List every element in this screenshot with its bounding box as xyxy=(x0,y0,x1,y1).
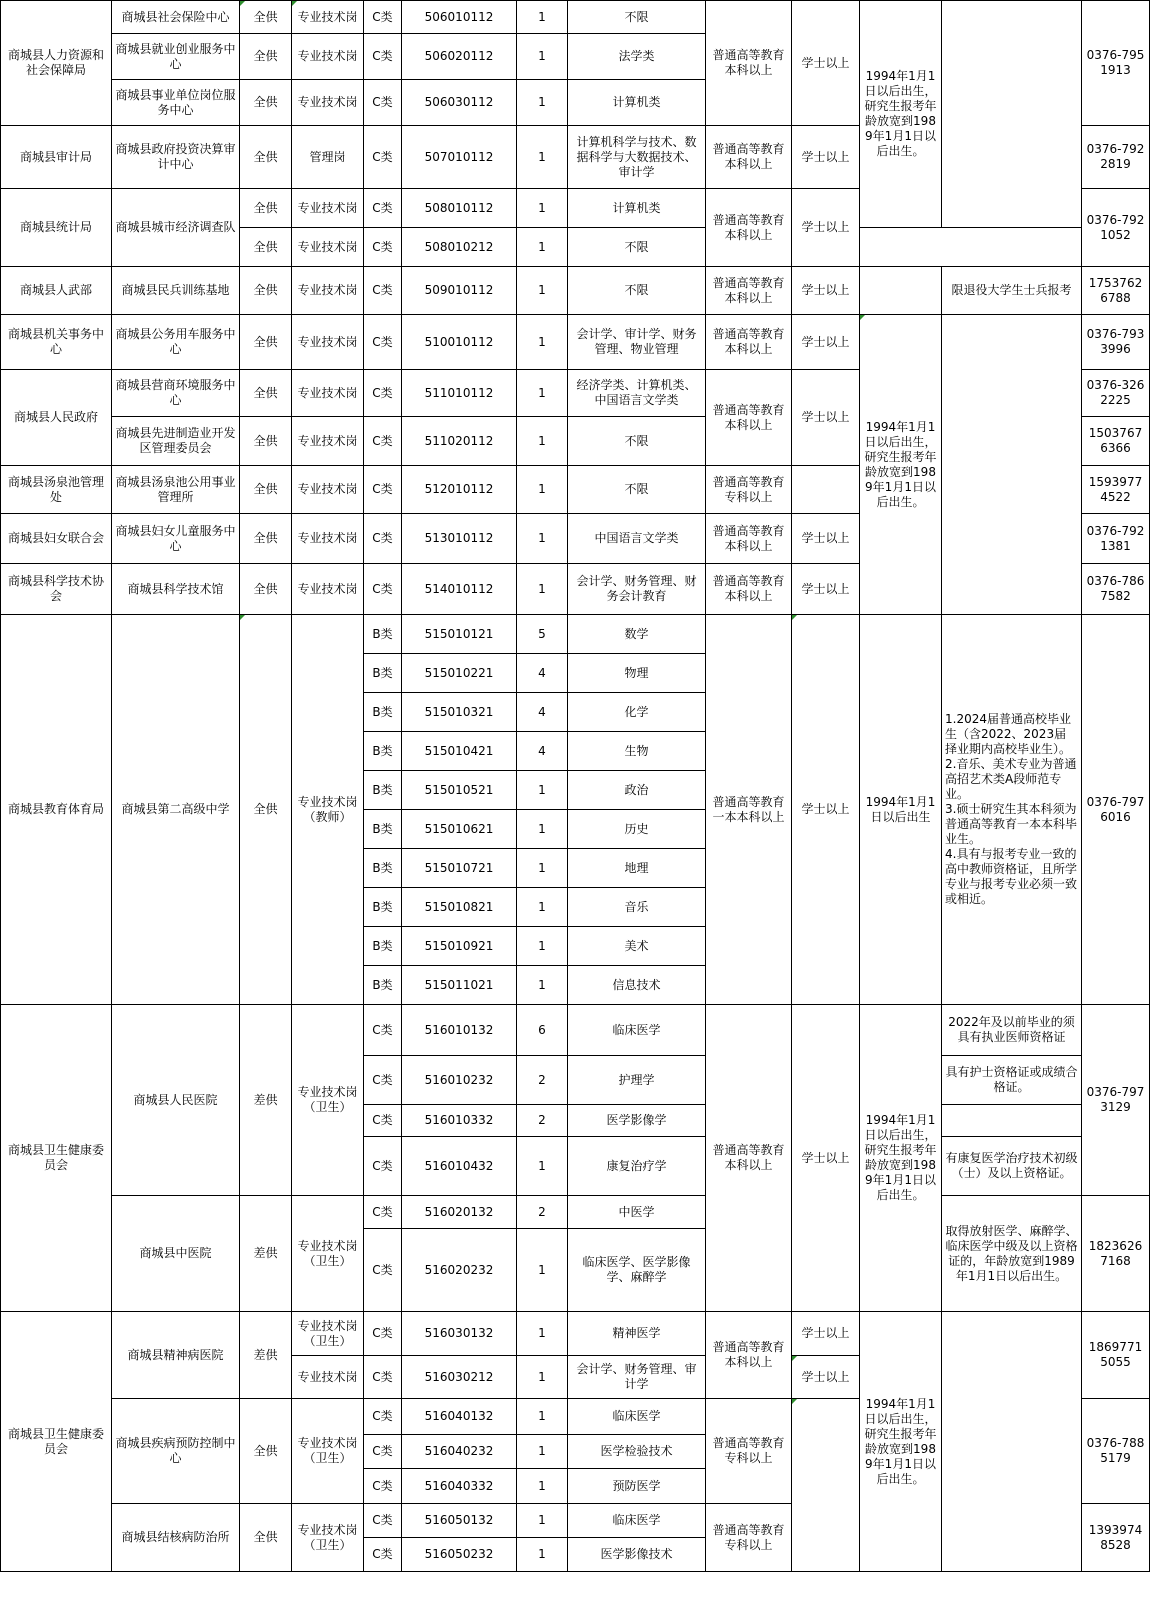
table-cell: 全供 xyxy=(240,1504,292,1572)
table-cell xyxy=(942,1105,1082,1137)
table-cell: C类 xyxy=(364,34,402,80)
table-cell: 0376-7922819 xyxy=(1082,126,1150,189)
table-cell: 1 xyxy=(517,466,568,514)
table-cell: 专业技术岗 xyxy=(292,80,364,126)
table-cell: 18236267168 xyxy=(1082,1196,1150,1312)
table-cell: 管理岗 xyxy=(292,126,364,189)
table-cell: 学士以上 xyxy=(792,1,860,126)
table-row xyxy=(1,315,1150,370)
table-cell: C类 xyxy=(364,80,402,126)
table-cell: 4 xyxy=(517,693,568,732)
table-cell: 506020112 xyxy=(402,34,517,80)
table-cell: 学士以上 xyxy=(792,189,860,267)
table-cell: 专业技术岗 xyxy=(292,189,364,228)
table-cell: C类 xyxy=(364,370,402,417)
table-cell: 商城县民兵训练基地 xyxy=(112,267,240,315)
table-cell: 医学影像学 xyxy=(568,1105,706,1137)
table-cell: 会计学、财务管理、审计学 xyxy=(568,1356,706,1399)
table-cell: 17537626788 xyxy=(1082,267,1150,315)
table-cell: 学士以上 xyxy=(792,615,860,1005)
table-cell: 13939748528 xyxy=(1082,1504,1150,1572)
table-cell: 专业技术岗（卫生） xyxy=(292,1399,364,1504)
table-cell: 1 xyxy=(517,810,568,849)
table-cell: C类 xyxy=(364,1435,402,1469)
table-cell: 学士以上 xyxy=(792,1356,860,1399)
table-cell: 专业技术岗（卫生） xyxy=(292,1005,364,1196)
table-cell: 商城县卫生健康委员会 xyxy=(1,1312,112,1572)
table-cell: B类 xyxy=(364,810,402,849)
table-cell: 18697715055 xyxy=(1082,1312,1150,1399)
table-row xyxy=(1,1005,1150,1056)
table-cell: 1 xyxy=(517,267,568,315)
table-cell: 1 xyxy=(517,126,568,189)
table-cell: 商城县妇女儿童服务中心 xyxy=(112,514,240,564)
table-cell: 1994年1月1日以后出生 xyxy=(860,615,942,1005)
table-cell: 差供 xyxy=(240,1312,292,1399)
table-cell: 商城县社会保险中心 xyxy=(112,1,240,34)
table-cell: C类 xyxy=(364,1312,402,1356)
table-cell: 专业技术岗 xyxy=(292,417,364,466)
table-cell xyxy=(942,315,1082,615)
table-cell: 普通高等教育本科以上 xyxy=(706,1,792,126)
table-cell: 护理学 xyxy=(568,1056,706,1105)
table-cell: 专业技术岗 xyxy=(292,370,364,417)
table-cell: 普通高等教育本科以上 xyxy=(706,370,792,466)
table-cell: 512010112 xyxy=(402,466,517,514)
table-cell: 计算机类 xyxy=(568,189,706,228)
table-cell: 1 xyxy=(517,849,568,888)
table-cell: 商城县汤泉池管理处 xyxy=(1,466,112,514)
table-cell: 限退役大学生士兵报考 xyxy=(942,267,1082,315)
table-cell: C类 xyxy=(364,514,402,564)
table-cell: C类 xyxy=(364,1105,402,1137)
table-cell: 1994年1月1日以后出生，研究生报考年龄放宽到1989年1月1日以后出生。 xyxy=(860,315,942,615)
table-cell: 商城县就业创业服务中心 xyxy=(112,34,240,80)
table-cell: 全供 xyxy=(240,1,292,34)
table-cell: 2022年及以前毕业的须具有执业医师资格证 xyxy=(942,1005,1082,1056)
table-cell: C类 xyxy=(364,1005,402,1056)
table-cell: 515010421 xyxy=(402,732,517,771)
table-cell: 6 xyxy=(517,1005,568,1056)
table-cell: C类 xyxy=(364,564,402,615)
table-cell: 普通高等教育本科以上 xyxy=(706,1005,792,1312)
table-cell: 1 xyxy=(517,564,568,615)
table-cell: 专业技术岗 xyxy=(292,267,364,315)
table-cell: 15037676366 xyxy=(1082,417,1150,466)
table-cell: 商城县事业单位岗位服务中心 xyxy=(112,80,240,126)
table-cell: 专业技术岗（教师） xyxy=(292,615,364,1005)
table-cell: 会计学、财务管理、财务会计教育 xyxy=(568,564,706,615)
table-cell: 专业技术岗 xyxy=(292,564,364,615)
table-cell: B类 xyxy=(364,771,402,810)
table-cell: 1 xyxy=(517,189,568,228)
table-cell: 0376-7973129 xyxy=(1082,1005,1150,1196)
table-cell: 1 xyxy=(517,1504,568,1538)
table-cell: 1 xyxy=(517,1356,568,1399)
table-cell: 全供 xyxy=(240,228,292,267)
table-cell: 普通高等教育本科以上 xyxy=(706,267,792,315)
table-cell: 差供 xyxy=(240,1005,292,1196)
table-cell: 1 xyxy=(517,1312,568,1356)
table-cell: C类 xyxy=(364,267,402,315)
table-cell: C类 xyxy=(364,189,402,228)
table-cell: 不限 xyxy=(568,417,706,466)
table-cell: 临床医学 xyxy=(568,1399,706,1435)
table-cell: 1 xyxy=(517,1,568,34)
table-cell: B类 xyxy=(364,693,402,732)
table-cell: 0376-7921381 xyxy=(1082,514,1150,564)
table-cell: 康复治疗学 xyxy=(568,1137,706,1196)
table-cell: 515010321 xyxy=(402,693,517,732)
table-cell: 商城县汤泉池公用事业管理所 xyxy=(112,466,240,514)
table-cell: 1994年1月1日以后出生，研究生报考年龄放宽到1989年1月1日以后出生。 xyxy=(860,1,942,228)
table-cell: 514010112 xyxy=(402,564,517,615)
table-cell xyxy=(792,466,860,514)
table-cell: 1 xyxy=(517,888,568,927)
table-cell: 2 xyxy=(517,1056,568,1105)
table-cell: 商城县卫生健康委员会 xyxy=(1,1005,112,1312)
table-cell: 物理 xyxy=(568,654,706,693)
table-cell: 学士以上 xyxy=(792,267,860,315)
table-cell: 不限 xyxy=(568,466,706,514)
table-cell: 516040132 xyxy=(402,1399,517,1435)
table-cell: 1 xyxy=(517,1399,568,1435)
table-cell: 经济学类、计算机类、中国语言文学类 xyxy=(568,370,706,417)
table-cell: 不限 xyxy=(568,267,706,315)
table-cell: 商城县第二高级中学 xyxy=(112,615,240,1005)
table-cell: 515010821 xyxy=(402,888,517,927)
table-cell: 4 xyxy=(517,654,568,693)
table-cell: 1994年1月1日以后出生，研究生报考年龄放宽到1989年1月1日以后出生。 xyxy=(860,1312,942,1572)
table-cell: 1 xyxy=(517,771,568,810)
table-cell: 1 xyxy=(517,927,568,966)
table-cell: 专业技术岗 xyxy=(292,315,364,370)
table-cell: 全供 xyxy=(240,315,292,370)
table-cell: 化学 xyxy=(568,693,706,732)
table-cell: 普通高等教育专科以上 xyxy=(706,1504,792,1572)
table-cell: 全供 xyxy=(240,189,292,228)
table-cell: 生物 xyxy=(568,732,706,771)
table-cell: 计算机类 xyxy=(568,80,706,126)
table-cell: 1 xyxy=(517,1469,568,1504)
table-cell: 1 xyxy=(517,417,568,466)
table-cell: 516050232 xyxy=(402,1538,517,1572)
table-cell: 511020112 xyxy=(402,417,517,466)
table-cell: 医学检验技术 xyxy=(568,1435,706,1469)
table-cell: 商城县城市经济调查队 xyxy=(112,189,240,267)
table-cell: C类 xyxy=(364,1229,402,1312)
table-cell: 学士以上 xyxy=(792,514,860,564)
table-cell: 0376-7951913 xyxy=(1082,1,1150,126)
table-cell: 全供 xyxy=(240,615,292,1005)
table-cell: 516010232 xyxy=(402,1056,517,1105)
table-cell: 506030112 xyxy=(402,80,517,126)
table-cell: C类 xyxy=(364,1538,402,1572)
table-cell: 计算机科学与技术、数据科学与大数据技术、审计学 xyxy=(568,126,706,189)
table-cell: 516030212 xyxy=(402,1356,517,1399)
table-cell: B类 xyxy=(364,849,402,888)
table-cell: 1 xyxy=(517,966,568,1005)
table-cell: 1 xyxy=(517,514,568,564)
table-cell: 513010112 xyxy=(402,514,517,564)
table-cell: 地理 xyxy=(568,849,706,888)
table-cell: 不限 xyxy=(568,1,706,34)
table-cell: 有康复医学治疗技术初级（士）及以上资格证。 xyxy=(942,1137,1082,1196)
table-cell: 商城县统计局 xyxy=(1,189,112,267)
table-cell: 511010112 xyxy=(402,370,517,417)
table-cell: 1 xyxy=(517,80,568,126)
table-cell: 商城县精神病医院 xyxy=(112,1312,240,1399)
table-cell: 商城县科学技术协会 xyxy=(1,564,112,615)
table-cell: 学士以上 xyxy=(792,1005,860,1312)
table-cell: 商城县公务用车服务中心 xyxy=(112,315,240,370)
table-cell: 普通高等教育专科以上 xyxy=(706,1399,792,1504)
table-cell: 516030132 xyxy=(402,1312,517,1356)
table-cell: 全供 xyxy=(240,514,292,564)
table-cell: 学士以上 xyxy=(792,315,860,370)
table-cell: 专业技术岗（卫生） xyxy=(292,1196,364,1312)
table-cell: 数学 xyxy=(568,615,706,654)
table-cell: 515010921 xyxy=(402,927,517,966)
table-cell: 506010112 xyxy=(402,1,517,34)
table-cell: 精神医学 xyxy=(568,1312,706,1356)
table-cell: 516040332 xyxy=(402,1469,517,1504)
table-cell: 商城县营商环境服务中心 xyxy=(112,370,240,417)
table-cell: 专业技术岗（卫生） xyxy=(292,1504,364,1572)
table-cell: 1 xyxy=(517,1137,568,1196)
table-cell: 510010112 xyxy=(402,315,517,370)
table-cell: C类 xyxy=(364,466,402,514)
table-cell xyxy=(942,1312,1082,1572)
table-cell: 政治 xyxy=(568,771,706,810)
table-cell: 全供 xyxy=(240,370,292,417)
table-cell: 商城县人力资源和社会保障局 xyxy=(1,1,112,126)
table-cell: 0376-7921052 xyxy=(1082,189,1150,267)
table-cell: 全供 xyxy=(240,466,292,514)
table-cell: 1 xyxy=(517,1538,568,1572)
table-cell: 音乐 xyxy=(568,888,706,927)
table-cell: 差供 xyxy=(240,1196,292,1312)
table-cell: 中国语言文学类 xyxy=(568,514,706,564)
table-cell: 信息技术 xyxy=(568,966,706,1005)
table-cell: 全供 xyxy=(240,126,292,189)
table-cell: C类 xyxy=(364,1137,402,1196)
table-cell: 2 xyxy=(517,1196,568,1229)
table-cell: 1994年1月1日以后出生，研究生报考年龄放宽到1989年1月1日以后出生。 xyxy=(860,1005,942,1312)
table-cell: 515011021 xyxy=(402,966,517,1005)
table-cell: 商城县人民政府 xyxy=(1,370,112,466)
table-cell: 516010132 xyxy=(402,1005,517,1056)
table-cell: 15939774522 xyxy=(1082,466,1150,514)
table-cell: 普通高等教育本科以上 xyxy=(706,514,792,564)
table-cell: 全供 xyxy=(240,564,292,615)
table-cell: 1 xyxy=(517,228,568,267)
table-cell: B类 xyxy=(364,615,402,654)
table-cell: 515010121 xyxy=(402,615,517,654)
table-cell: C类 xyxy=(364,1399,402,1435)
table-cell: 507010112 xyxy=(402,126,517,189)
table-cell: C类 xyxy=(364,315,402,370)
table-cell: 中医学 xyxy=(568,1196,706,1229)
table-cell: 0376-7976016 xyxy=(1082,615,1150,1005)
table-cell: 医学影像技术 xyxy=(568,1538,706,1572)
table-cell: 516020232 xyxy=(402,1229,517,1312)
table-cell: 取得放射医学、麻醉学、临床医学中级及以上资格证的，年龄放宽到1989年1月1日以后出生。 xyxy=(942,1196,1082,1312)
table-cell: 商城县结核病防治所 xyxy=(112,1504,240,1572)
table-cell: 1 xyxy=(517,370,568,417)
table-cell: C类 xyxy=(364,1196,402,1229)
table-row xyxy=(1,615,1150,654)
table-cell: C类 xyxy=(364,1056,402,1105)
table-cell: 专业技术岗 xyxy=(292,1356,364,1399)
table-cell: 5 xyxy=(517,615,568,654)
table-cell: 临床医学 xyxy=(568,1005,706,1056)
table-cell: C类 xyxy=(364,126,402,189)
table-cell: 1.2024届普通高校毕业生（含2022、2023届择业期内高校毕业生）。 2.音乐、美术专业为普通高招艺术类A段师范专业。 3.硕士研究生其本科须为普通高等教育一本本科毕业生。 4.具有与报考专业一致的高中教师资格证，且所学专业与报考专业必须一致或相近。 xyxy=(942,615,1082,1005)
table-cell: 学士以上 xyxy=(792,370,860,466)
table-cell: 学士以上 xyxy=(792,126,860,189)
table-cell: 515010521 xyxy=(402,771,517,810)
table-cell: B类 xyxy=(364,654,402,693)
table-cell: 普通高等教育本科以上 xyxy=(706,1312,792,1399)
table-cell: B类 xyxy=(364,732,402,771)
table-cell xyxy=(942,1,1082,228)
table-cell: 商城县疾病预防控制中心 xyxy=(112,1399,240,1504)
table-cell: 专业技术岗 xyxy=(292,466,364,514)
table-cell: 1 xyxy=(517,34,568,80)
table-cell: 全供 xyxy=(240,1399,292,1504)
table-cell: 全供 xyxy=(240,417,292,466)
table-cell: 普通高等教育本科以上 xyxy=(706,126,792,189)
table-cell: 历史 xyxy=(568,810,706,849)
table-cell: 商城县中医院 xyxy=(112,1196,240,1312)
table-cell: 0376-3262225 xyxy=(1082,370,1150,417)
table-cell: 1 xyxy=(517,1435,568,1469)
table-cell: 美术 xyxy=(568,927,706,966)
table-cell: C类 xyxy=(364,417,402,466)
table-cell: 不限 xyxy=(568,228,706,267)
table-cell: 专业技术岗 xyxy=(292,1,364,34)
table-cell: 商城县教育体育局 xyxy=(1,615,112,1005)
table-cell xyxy=(792,1399,860,1572)
table-cell: C类 xyxy=(364,228,402,267)
table-cell: 515010621 xyxy=(402,810,517,849)
table-cell: 1 xyxy=(517,1229,568,1312)
table-cell: 专业技术岗 xyxy=(292,34,364,80)
table-cell: C类 xyxy=(364,1,402,34)
table-cell: C类 xyxy=(364,1356,402,1399)
table-row xyxy=(1,1,1150,34)
table-cell: 专业技术岗 xyxy=(292,228,364,267)
table-row xyxy=(1,267,1150,315)
table-cell: 0376-7867582 xyxy=(1082,564,1150,615)
table-cell: 临床医学 xyxy=(568,1504,706,1538)
table-cell: 4 xyxy=(517,732,568,771)
table-cell: 2 xyxy=(517,1105,568,1137)
table-cell: 商城县人武部 xyxy=(1,267,112,315)
table-cell: 商城县机关事务中心 xyxy=(1,315,112,370)
table-cell: 商城县妇女联合会 xyxy=(1,514,112,564)
table-cell: 法学类 xyxy=(568,34,706,80)
table-cell: 临床医学、医学影像学、麻醉学 xyxy=(568,1229,706,1312)
table-cell xyxy=(860,267,942,315)
table-cell: 509010112 xyxy=(402,267,517,315)
table-row xyxy=(1,1196,1150,1229)
table-cell: 普通高等教育一本本科以上 xyxy=(706,615,792,1005)
table-cell: 商城县审计局 xyxy=(1,126,112,189)
table-cell: 专业技术岗（卫生） xyxy=(292,1312,364,1356)
table-row xyxy=(1,1312,1150,1356)
table-cell: 全供 xyxy=(240,267,292,315)
table-cell: 商城县政府投资决算审计中心 xyxy=(112,126,240,189)
table-cell: C类 xyxy=(364,1504,402,1538)
table-cell: 508010212 xyxy=(402,228,517,267)
table-cell: 普通高等教育专科以上 xyxy=(706,466,792,514)
table-cell: 515010221 xyxy=(402,654,517,693)
table-body xyxy=(1,1,1150,1572)
table-cell: 508010112 xyxy=(402,189,517,228)
table-cell: 普通高等教育本科以上 xyxy=(706,564,792,615)
table-cell: 全供 xyxy=(240,34,292,80)
table-cell: 516010432 xyxy=(402,1137,517,1196)
table-cell: 516020132 xyxy=(402,1196,517,1229)
table-cell: 学士以上 xyxy=(792,564,860,615)
table-cell: 全供 xyxy=(240,80,292,126)
table-cell: B类 xyxy=(364,888,402,927)
table-cell: 学士以上 xyxy=(792,1312,860,1356)
table-cell: 普通高等教育本科以上 xyxy=(706,315,792,370)
table-cell: 1 xyxy=(517,315,568,370)
table-cell: 0376-7885179 xyxy=(1082,1399,1150,1504)
table-cell: 具有护士资格证或成绩合格证。 xyxy=(942,1056,1082,1105)
table-cell: 516050132 xyxy=(402,1504,517,1538)
table-cell: 商城县人民医院 xyxy=(112,1005,240,1196)
table-cell: 会计学、审计学、财务管理、物业管理 xyxy=(568,315,706,370)
table-cell: 515010721 xyxy=(402,849,517,888)
table-cell: 专业技术岗 xyxy=(292,514,364,564)
table-cell: 0376-7933996 xyxy=(1082,315,1150,370)
table-cell: 商城县先进制造业开发区管理委员会 xyxy=(112,417,240,466)
table-cell: 预防医学 xyxy=(568,1469,706,1504)
table-cell: C类 xyxy=(364,1469,402,1504)
table-cell: 516040232 xyxy=(402,1435,517,1469)
table-cell: B类 xyxy=(364,927,402,966)
table-cell: 516010332 xyxy=(402,1105,517,1137)
table-cell: 普通高等教育本科以上 xyxy=(706,189,792,267)
table-cell: 商城县科学技术馆 xyxy=(112,564,240,615)
table-cell: B类 xyxy=(364,966,402,1005)
